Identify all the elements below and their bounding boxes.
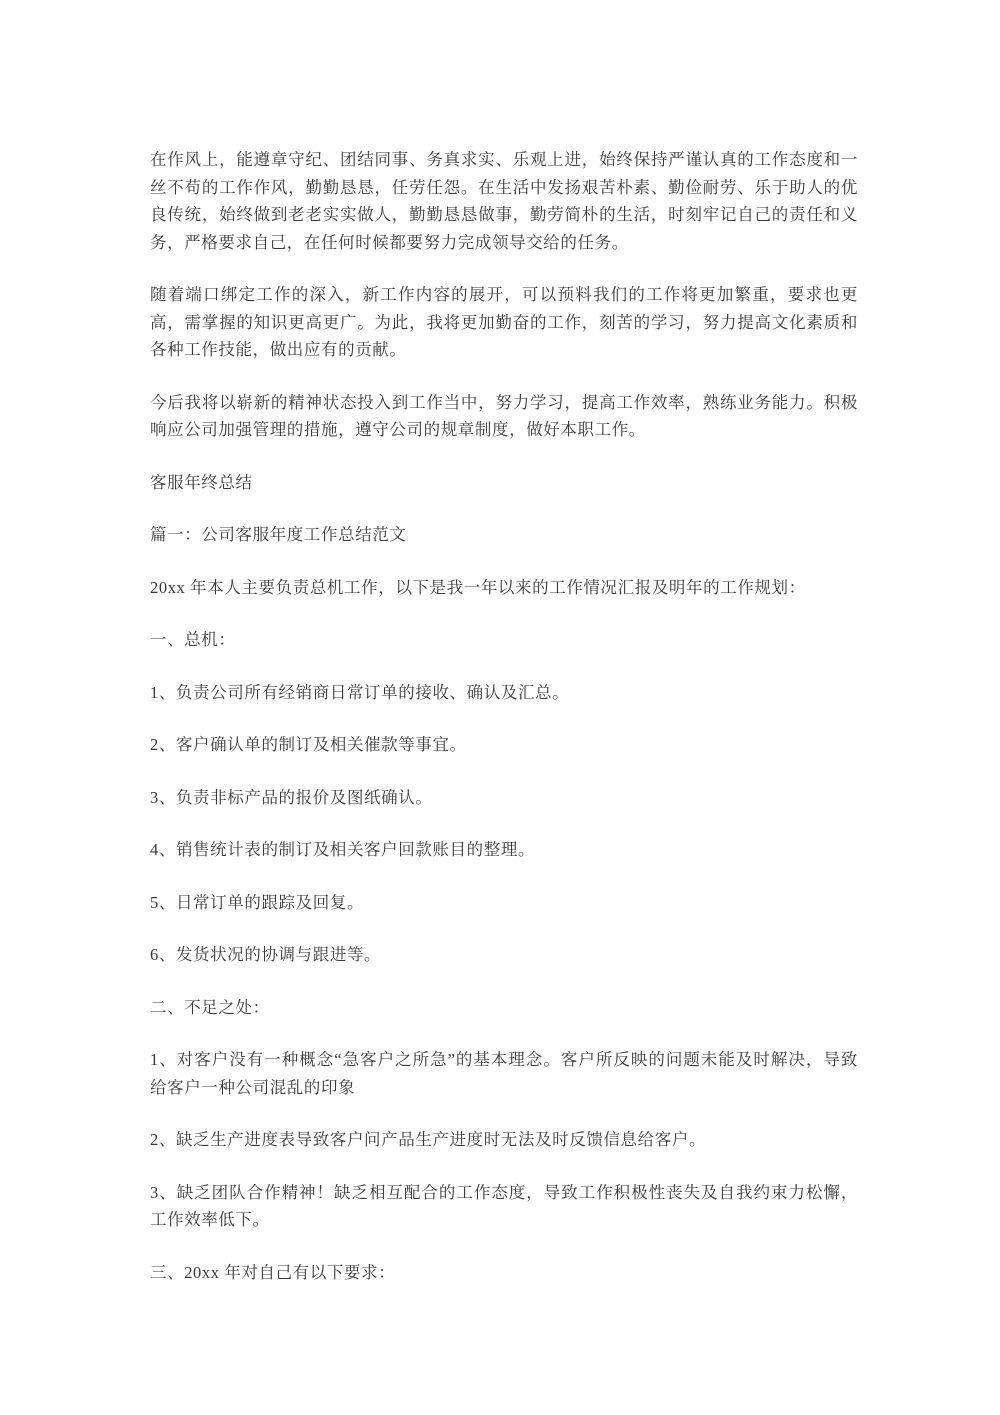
list-item-1-order-receipt: 1、负责公司所有经销商日常订单的接收、确认及汇总。 bbox=[150, 682, 570, 702]
heading-customer-service-summary: 客服年终总结 bbox=[150, 472, 253, 492]
paragraph-port-binding: 随着端口绑定工作的深入，新工作内容的展开，可以预料我们的工作将更加繁重，要求也更高，需掌握的知识更高更广。为此，我将更加勤奋的工作，刻苦的学习，努力提高文化素质和各种工作技能，做出应有的贡献。 bbox=[150, 285, 858, 359]
shortcoming-item-3: 3、缺乏团队合作精神！缺乏相互配合的工作态度，导致工作积极性丧失及自我约束力松懈，工作效率低下。 bbox=[150, 1182, 858, 1229]
list-item-5-order-tracking: 5、日常订单的跟踪及回复。 bbox=[150, 892, 365, 912]
list-item-6-shipping: 6、发货状况的协调与跟进等。 bbox=[150, 945, 382, 964]
document-text-body bbox=[150, 146, 858, 1311]
heading-section-two-shortcomings: 二、不足之处： bbox=[150, 997, 270, 1017]
paragraph-year-intro: 20xx 年本人主要负责总机工作，以下是我一年以来的工作情况汇报及明年的工作规划： bbox=[150, 577, 806, 597]
paragraph-future-attitude: 今后我将以崭新的精神状态投入到工作当中，努力学习，提高工作效率，熟练业务能力。积极响应公司加强管理的措施，遵守公司的规章制度，做好本职工作。 bbox=[150, 392, 858, 439]
heading-section-three-requirements: 三、20xx 年对自己有以下要求： bbox=[150, 1262, 396, 1282]
paragraph-work-style: 在作风上，能遵章守纪、团结同事、务真求实、乐观上进，始终保持严谨认真的工作态度和一丝不苟的工作作风，勤勤恳恳，任劳任怨。在生活中发扬艰苦朴素、勤俭耐劳、乐于助人的优良传统，始终做到老老实实做人，勤勤恳恳做事，勤劳简朴的生活，时刻牢记自己的责任和义务，严格要求自己，在任何时候都要努力完成领导交给的任务。 bbox=[150, 150, 858, 252]
heading-section-one-switchboard: 一、总机： bbox=[150, 630, 236, 649]
list-item-2-confirmation: 2、客户确认单的制订及相关催款等事宜。 bbox=[150, 735, 467, 754]
heading-part-one: 篇一：公司客服年度工作总结范文 bbox=[150, 525, 407, 544]
shortcoming-item-1: 1、对客户没有一种概念“急客户之所急”的基本理念。客户所反映的问题未能及时解决，导致给客户一种公司混乱的印象 bbox=[150, 1050, 858, 1097]
list-item-4-sales-statistics: 4、销售统计表的制订及相关客户回款账目的整理。 bbox=[150, 840, 536, 859]
list-item-3-quotation: 3、负责非标产品的报价及图纸确认。 bbox=[150, 787, 433, 807]
shortcoming-item-2: 2、缺乏生产进度表导致客户问产品生产进度时无法及时反馈信息给客户。 bbox=[150, 1130, 707, 1149]
